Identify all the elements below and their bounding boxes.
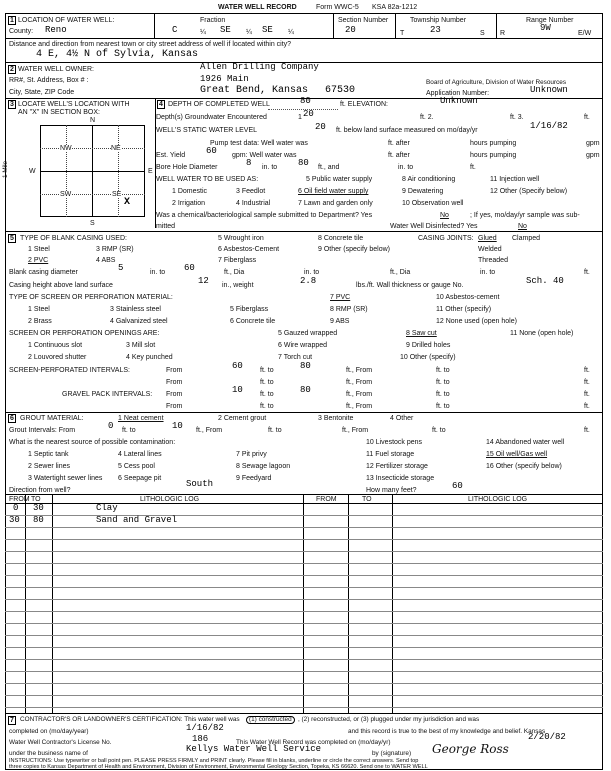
certification-text-c: , (2) reconstructed, or (3) plugged under my jurisdiction and was [298,716,480,723]
log-row-line [5,611,603,612]
perf-ft-to-4: ft. to [436,379,450,386]
use-6-selected: 6 Oil field water supply [298,188,369,195]
quarter-3: ¼ [288,29,294,36]
static-level-date: 1/16/82 [530,121,568,131]
record-completed-value: 2/20/82 [528,732,566,742]
grout-ft-end: ft. [584,427,590,434]
log-row-line [5,599,603,600]
gravel-ft-to-4: ft. to [436,403,450,410]
business-label: under the business name of [9,750,88,757]
casing-label: TYPE OF BLANK CASING USED: [20,235,127,242]
range-value: 9W [540,23,551,33]
perf-from-label-1: From [166,367,183,374]
opening-2: 2 Louvored shutter [28,354,87,361]
grout-ft-to-3: ft. to [432,427,446,434]
compass-e: E [148,168,153,175]
depth-label: DEPTH OF COMPLETED WELL [168,101,270,108]
use-9: 9 Dewatering [402,188,444,195]
gravel-to-value: 80 [300,385,311,395]
quarter-1: ¼ [200,29,206,36]
log-row-line [5,587,603,588]
use-12: 12 Other (Specify below) [490,188,568,195]
opening-3: 3 Mill slot [126,342,156,349]
log-row-2-desc: Sand and Gravel [96,515,178,525]
contam-6: 6 Seepage pit [118,475,162,482]
log-row-line [5,527,603,528]
section-number-label: Section Number [338,17,389,24]
log-row-1-to: 30 [33,503,44,513]
elevation-label: ft. ELEVATION: [340,101,388,108]
completed-value: 1/16/82 [186,723,224,733]
log-row-line [5,707,603,708]
contam-10: 10 Livestock pens [366,439,423,446]
pump-ft-after-1: ft. after [388,140,410,147]
certification-text-a: CONTRACTOR'S OR LANDOWNER'S CERTIFICATION: This water well was [20,716,240,723]
certification-constructed-selected: (1) constructed [246,716,295,724]
contam-7: 7 Pit privy [236,451,267,458]
joint-clamped: Clamped [512,235,541,242]
joint-glued-selected: Glued [478,235,497,242]
use-8: 8 Air conditioning [402,176,456,183]
log-row-1-desc: Clay [96,503,118,513]
casing-3: 3 RMP (SR) [96,246,134,253]
casing-weight-label: in., weight [222,282,254,289]
locate-title-2: AN "X" IN SECTION BOX: [18,109,100,116]
log-row-line [5,563,603,564]
screen-3: 3 Stainless steel [110,306,161,313]
gravel-label: GRAVEL PACK INTERVALS: [62,391,153,398]
fraction-1: C [172,25,178,35]
pump-gpm-1: gpm [586,140,600,147]
direction-value: South [186,479,214,489]
log-row-2-to: 80 [33,515,44,525]
section-7-number: 7 [10,717,14,724]
township-s: S [480,30,485,37]
log-row-line [5,515,603,516]
perf-ft-from-1: ft., From [346,367,373,374]
log-from-header-left: FROM [9,496,30,503]
board-label: Board of Agriculture, Division of Water Resources [426,79,567,86]
opening-10: 10 Other (specify) [400,354,456,361]
grout-3: 3 Bentonite [318,415,354,422]
log-row-line [5,659,603,660]
log-row-line [5,671,603,672]
business-value: Kellys Water Well Service [186,744,322,754]
signature: George Ross [432,742,509,756]
quadrant-nw: NW [60,145,72,152]
chem-sample-no: No [440,212,449,219]
opening-5: 5 Gauzed wrapped [278,330,338,337]
groundwater-ft-3: ft. 3. [510,114,524,121]
contam-3: 3 Watertight sewer lines [28,475,103,482]
distance-label: Distance and direction from nearest town or city street address of well if located within city? [9,41,292,48]
bore-in-to-2: in. to [398,164,414,171]
est-yield-label: Est. Yield [156,152,186,159]
casing-ft-end: ft. [584,269,590,276]
address-label: RR#, St. Address, Box # : [9,77,89,84]
quadrant-sw: SW [60,191,72,198]
log-row-line [5,635,603,636]
screen-7-selected: 7 PVC [330,294,351,301]
elevation-value: Unknown [440,96,478,106]
casing-weight-value: 2.8 [300,276,317,286]
city-value: Great Bend, Kansas [200,85,309,96]
groundwater-ft-end: ft. [584,114,590,121]
application-value: Unknown [530,85,568,95]
grout-4: 4 Other [390,415,414,422]
log-row-2-from: 30 [9,515,20,525]
est-yield-value: 60 [206,146,217,156]
casing-5: 5 Wrought iron [218,235,264,242]
grout-label: GROUT MATERIAL: [20,415,84,422]
quadrant-ne: NE [111,145,121,152]
grout-ft-from-2: ft., From [342,427,369,434]
opening-7: 7 Torch cut [278,354,313,361]
casing-7: 7 Fiberglass [218,257,257,264]
opening-11: 11 None (open hole) [510,330,574,337]
range-r: R [500,30,506,37]
bore-in-to: in. to [262,164,278,171]
gravel-ft-to-3: ft. to [260,403,274,410]
section-3-number: 3 [10,101,14,108]
township-label: Township Number [410,17,467,24]
screen-5: 5 Fiberglass [230,306,269,313]
log-to-header-right: TO [362,496,372,503]
log-row-line [5,647,603,648]
log-from-header-right: FROM [316,496,337,503]
bore-to-value: 80 [298,158,309,168]
log-row-line [5,539,603,540]
casing-in-to: in. to [150,269,166,276]
casing-in-to-2: in. to [304,269,320,276]
contam-2: 2 Sewer lines [28,463,71,470]
gauge-value: Sch. 40 [526,276,564,286]
log-lith-header-left: LITHOLOGIC LOG [140,496,200,503]
pump-hours-2: hours pumping [470,152,517,159]
section-6-number: 6 [10,415,14,422]
grout-2: 2 Cement grout [218,415,267,422]
perf-ft-from-2: ft., From [346,379,373,386]
opening-9: 9 Drilled holes [406,342,451,349]
screen-2: 2 Brass [28,318,52,325]
gravel-ft-from-1: ft., From [346,391,373,398]
uses-label: WELL WATER TO BE USED AS: [156,176,259,183]
instructions-2: three copies to Kansas Department of Health and Environment, Division of Environment, Environmental Geology Section, Topeka, KS 66620. Send one to WATER WELL [9,764,428,770]
grout-1-selected: 1 Neat cement [118,415,164,422]
township-value: 23 [430,25,441,35]
screen-11: 11 Other (specify) [436,306,492,313]
pump-gpm-2: gpm [586,152,600,159]
casing-2-selected: 2 PVC [28,257,49,264]
contam-13: 13 Insecticide storage [366,475,435,482]
wall-thickness-label: lbs./ft. Wall thickness or gauge No. [356,282,464,289]
casing-9: 9 Other (specify below) [318,246,390,253]
casing-6: 6 Asbestos-Cement [218,246,280,253]
use-7: 7 Lawn and garden only [298,200,373,207]
casing-height-value: 12 [198,276,209,286]
screen-10: 10 Asbestos-cement [436,294,500,301]
how-many-feet-value: 60 [452,481,463,491]
openings-label: SCREEN OR PERFORATION OPENINGS ARE: [9,330,160,337]
perforated-label: SCREEN-PERFORATED INTERVALS: [9,367,130,374]
completed-label: completed on (mo/day/year) [9,728,89,735]
contamination-label: What is the nearest source of possible contamination: [9,439,176,446]
groundwater-1-number: 1 [298,114,302,121]
compass-w: W [29,168,36,175]
disinfected-label: Water Well Disinfected? Yes [390,223,478,230]
opening-8-selected: 8 Saw cut [406,330,437,337]
form-number: Form WWC-5 [316,4,359,11]
quarter-2: ¼ [246,29,252,36]
ksa-reference: KSA 82a-1212 [372,4,418,11]
screen-12: 12 None used (open hole) [436,318,517,325]
compass-n: N [90,117,96,124]
casing-to-value: 60 [184,263,195,273]
screen-9: 9 ABS [330,318,350,325]
township-t: T [400,30,405,37]
pump-hours-1: hours pumping [470,140,517,147]
groundwater-1-value: 20 [303,109,314,119]
log-to-header-left: TO [31,496,41,503]
perf-ft-end-1: ft. [584,367,590,374]
static-level-value: 20 [315,122,326,132]
joint-threaded: Threaded [478,257,508,264]
use-4: 4 Industrial [236,200,271,207]
groundwater-ft-2: ft. 2. [420,114,434,121]
gravel-ft-from-2: ft., From [346,403,373,410]
zip-value: 67530 [325,85,356,96]
section-5-number: 5 [10,235,14,242]
locate-title-1: LOCATE WELL'S LOCATION WITH [18,101,130,108]
contam-16: 16 Other (specify below) [486,463,562,470]
static-level-label: WELL'S STATIC WATER LEVEL [156,127,258,134]
well-location-mark: X [124,197,131,208]
compass-s: S [90,220,95,227]
casing-joints-label: CASING JOINTS: [418,235,474,242]
address-value: 1926 Main [200,74,249,84]
casing-1: 1 Steel [28,246,50,253]
chem-sample-label: Was a chemical/bacteriological sample submitted to Department? Yes [156,212,373,219]
grout-to-value: 10 [172,421,183,431]
casing-8: 8 Concrete tile [318,235,364,242]
chem-sample-tail: ; If yes, mo/day/yr sample was sub- [470,212,580,219]
grout-ft-to-1: ft. to [122,427,136,434]
signature-label: by (signature) [372,750,412,757]
depth-value: 80 [300,96,311,106]
joint-welded: Welded [478,246,502,253]
application-label: Application Number: [426,90,490,97]
use-3: 3 Feedlot [236,188,266,195]
perf-ft-to-1: ft. to [260,367,274,374]
log-row-1-from: 0 [13,503,19,513]
completed-tail: and this record is true to the best of my knowledge and belief. Kansas [348,728,546,735]
log-row-line [5,551,603,552]
gravel-ft-to-2: ft. to [436,391,450,398]
section-1-number: 1 [10,17,14,24]
grout-ft-from-1: ft., From [196,427,223,434]
owner-label: WATER WELL OWNER: [18,66,94,73]
use-5: 5 Public water supply [306,176,373,183]
bore-diameter: 8 [246,158,252,168]
quadrant-se: SE [112,191,122,198]
how-many-feet-label: How many feet? [366,487,417,494]
casing-ft-dia-1: ft., Dia [224,269,245,276]
log-row-line [5,695,603,696]
log-row-line [5,623,603,624]
log-lith-header-right: LITHOLOGIC LOG [468,496,528,503]
submitted-label: mitted [156,223,176,230]
casing-height-label: Casing height above land surface [9,282,113,289]
casing-4: 4 ABS [96,257,116,264]
range-ew: E/W [578,30,592,37]
contam-8: 8 Sewage lagoon [236,463,291,470]
location-label: LOCATION OF WATER WELL: [18,17,115,24]
bore-ft-and: ft., and [318,164,340,171]
casing-ft-dia-2: ft., Dia [390,269,411,276]
perf-from-value: 60 [232,361,243,371]
disinfected-no: No [518,223,527,230]
gravel-from-label-1: From [166,391,183,398]
mile-scale-label: 1 Mile [2,160,9,178]
license-label: Water Well Contractor's License No. [9,739,112,746]
fraction-3: SE [262,25,273,35]
gravel-ft-end-1: ft. [584,391,590,398]
grout-ft-to-2: ft. to [268,427,282,434]
contam-12: 12 Fertilizer storage [366,463,428,470]
section-4-number: 4 [159,101,163,108]
opening-6: 6 Wire wrapped [278,342,328,349]
county-label: County: [9,28,34,35]
perf-ft-end-2: ft. [584,379,590,386]
gravel-ft-end-2: ft. [584,403,590,410]
log-row-line [5,683,603,684]
casing-in-to-3: in. to [480,269,496,276]
grout-intervals-label: Grout Intervals: From [9,427,76,434]
section-number-value: 20 [345,25,356,35]
casing-diameter-value: 5 [118,263,124,273]
city-label: City, State, ZIP Code [9,89,75,96]
pump-test-label: Pump test data: Well water was [210,140,308,147]
grout-from-value: 0 [108,421,114,431]
screen-1: 1 Steel [28,306,50,313]
screen-material-label: TYPE OF SCREEN OR PERFORATION MATERIAL: [9,294,173,301]
gravel-from-value: 10 [232,385,243,395]
contam-11: 11 Fuel storage [366,451,415,458]
fraction-2: SE [220,25,231,35]
fraction-label: Fraction [200,17,226,24]
form-title: WATER WELL RECORD [218,4,297,11]
bore-label: Bore Hole Diameter [156,164,218,171]
instructions-1: INSTRUCTIONS: Use typewriter or ball point pen. PLEASE PRESS FIRMLY and PRINT clearly. Please fill in blanks, underline or circle the correct answers. Send top [9,758,419,764]
opening-4: 4 Key punched [126,354,173,361]
perf-to-value: 80 [300,361,311,371]
static-level-tail: ft. below land surface measured on mo/day/yr [336,127,478,134]
direction-label: Direction from well? [9,487,71,494]
bore-ft-end: ft. [470,164,476,171]
contam-4: 4 Lateral lines [118,451,162,458]
owner-value: Allen Drilling Company [200,62,319,72]
contam-14: 14 Abandoned water well [486,439,565,446]
screen-6: 6 Concrete tile [230,318,276,325]
groundwater-label: Depth(s) Groundwater Encountered [156,114,267,121]
log-row-line [5,575,603,576]
use-11: 11 Injection well [490,176,540,183]
contam-1: 1 Septic tank [28,451,69,458]
use-10: 10 Observation well [402,200,464,207]
screen-4: 4 Galvanized steel [110,318,168,325]
distance-value: 4 E, 4½ N of Sylvia, Kansas [36,49,199,60]
perf-ft-to-2: ft. to [436,367,450,374]
contam-15-selected: 15 Oil well/Gas well [486,451,548,458]
range-label: Range Number [526,17,574,24]
license-value: 186 [192,734,209,744]
contam-5: 5 Cess pool [118,463,155,470]
gravel-from-label-2: From [166,403,183,410]
contam-9: 9 Feedyard [236,475,272,482]
screen-8: 8 RMP (SR) [330,306,368,313]
opening-1: 1 Continuous slot [28,342,83,349]
county-value: Reno [45,25,67,35]
pump-ft-after-2: ft. after [388,152,410,159]
section-2-number: 2 [10,66,14,73]
use-2: 2 Irrigation [172,200,206,207]
perf-ft-to-3: ft. to [260,379,274,386]
perf-from-label-2: From [166,379,183,386]
record-completed-label: This Water Well Record was completed on (mo/day/yr) [236,739,391,746]
casing-diameter-label: Blank casing diameter [9,269,78,276]
gravel-ft-to-1: ft. to [260,391,274,398]
use-1: 1 Domestic [172,188,208,195]
est-yield-well-water: gpm: Well water was [232,152,297,159]
